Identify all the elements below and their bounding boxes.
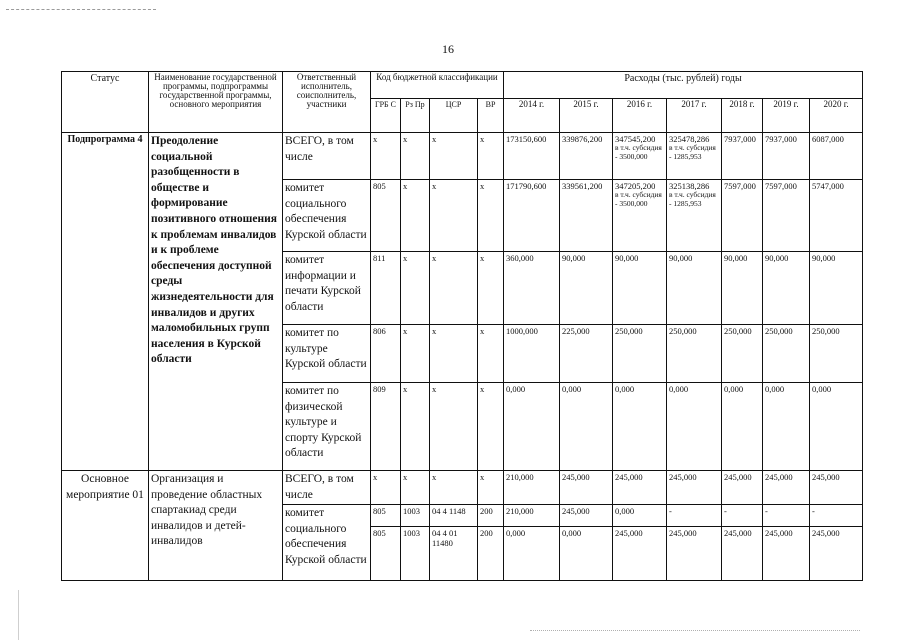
scan-artifact-bottom [530, 630, 860, 631]
grbs-cell: 806 [371, 325, 401, 383]
value-cell [722, 383, 763, 471]
value-main: 0,000 [506, 528, 526, 539]
vr-cell: х [478, 325, 504, 383]
value-cell [722, 471, 763, 505]
value-cell [504, 133, 560, 180]
value-main: - [724, 506, 727, 517]
value-main: 173150,600 [506, 134, 547, 144]
value-cell [667, 133, 722, 180]
value-main: 347205,200 [615, 181, 656, 191]
header-year-2014: 2014 г. [504, 99, 560, 133]
grbs-cell: х [371, 471, 401, 505]
value-cell [560, 471, 613, 505]
value-cell [667, 252, 722, 325]
value-cell [560, 527, 613, 581]
value-main: 0,000 [615, 506, 635, 517]
csr-cell: 04 4 01 11480 [430, 527, 478, 581]
rzpr-cell: 1003 [401, 505, 430, 527]
value-main: 245,000 [669, 528, 697, 539]
header-responsible: Ответственный исполнитель, соисполнитель, участники [283, 72, 371, 133]
rzpr-cell: х [401, 471, 430, 505]
value-cell [763, 527, 810, 581]
value-cell [613, 252, 667, 325]
value-main: 90,000 [724, 253, 748, 263]
responsible-cell: комитет социального обеспечения Курской области [283, 180, 371, 252]
value-cell [667, 505, 722, 527]
value-main: 325138,286 [669, 181, 710, 191]
budget-table [61, 71, 863, 581]
csr-cell: х [430, 383, 478, 471]
value-cell [810, 471, 863, 505]
value-cell [613, 471, 667, 505]
value-main: 6087,000 [812, 134, 844, 144]
value-main: 90,000 [615, 253, 639, 263]
responsible-cell: ВСЕГО, в том числе [283, 133, 371, 180]
vr-cell: х [478, 133, 504, 180]
value-main: 250,000 [615, 326, 643, 336]
value-main: 0,000 [562, 384, 582, 394]
value-main: 210,000 [506, 472, 534, 482]
value-cell [763, 383, 810, 471]
value-main: 245,000 [562, 506, 590, 517]
csr-cell: х [430, 133, 478, 180]
header-year-2015: 2015 г. [560, 99, 613, 133]
value-cell [810, 505, 863, 527]
csr-cell: х [430, 252, 478, 325]
table-row [62, 133, 863, 180]
value-main: 250,000 [669, 326, 697, 336]
header-status: Статус [62, 72, 149, 133]
value-cell [763, 325, 810, 383]
table-row [62, 471, 863, 505]
value-main: 250,000 [812, 326, 840, 336]
vr-cell: х [478, 383, 504, 471]
value-subsidy-note: в т.ч. субсидия - 3500,000 [615, 190, 662, 208]
header-year-2020: 2020 г. [810, 99, 863, 133]
value-main: - [765, 506, 768, 517]
value-cell [667, 325, 722, 383]
value-main: 0,000 [765, 384, 785, 394]
grbs-cell: 805 [371, 505, 401, 527]
csr-cell: х [430, 471, 478, 505]
csr-cell: х [430, 180, 478, 252]
value-cell [763, 180, 810, 252]
value-cell [763, 252, 810, 325]
value-main: 245,000 [615, 528, 643, 539]
responsible-cell: комитет социального обеспечения Курской области [283, 505, 371, 581]
value-cell [560, 252, 613, 325]
header-year-2017: 2017 г. [667, 99, 722, 133]
value-main: 7937,000 [765, 134, 797, 144]
rzpr-cell: х [401, 252, 430, 325]
value-cell [722, 505, 763, 527]
status-cell: Основное мероприятие 01 [62, 471, 149, 581]
header-grbs: ГРБ С [371, 99, 401, 133]
page-number: 16 [442, 42, 454, 56]
value-cell [667, 471, 722, 505]
vr-cell: 200 [478, 505, 504, 527]
value-cell [722, 325, 763, 383]
value-main: 339876,200 [562, 134, 603, 144]
header-name: Наименование государственной программы, подпрограммы государственной программы, основного мероприятия [149, 72, 283, 133]
value-main: 250,000 [724, 326, 752, 336]
rzpr-cell: 1003 [401, 527, 430, 581]
value-main: 339561,200 [562, 181, 603, 191]
value-cell [722, 252, 763, 325]
value-main: 0,000 [506, 384, 526, 394]
grbs-cell: 805 [371, 527, 401, 581]
value-main: 245,000 [669, 472, 697, 482]
value-cell [810, 180, 863, 252]
value-cell [613, 133, 667, 180]
value-main: 7597,000 [765, 181, 797, 191]
value-main: 90,000 [765, 253, 789, 263]
value-cell [613, 505, 667, 527]
header-vr: ВР [478, 99, 504, 133]
responsible-cell: комитет информации и печати Курской области [283, 252, 371, 325]
responsible-cell: комитет по физической культуре и спорту Курской области [283, 383, 371, 471]
name-cell: Организация и проведение областных спартакиад среди инвалидов и детей-инвалидов [149, 471, 283, 581]
value-main: 245,000 [724, 528, 752, 539]
value-main: 1000,000 [506, 326, 538, 336]
value-main: 90,000 [562, 253, 586, 263]
vr-cell: 200 [478, 527, 504, 581]
value-cell [810, 325, 863, 383]
csr-cell: х [430, 325, 478, 383]
value-cell [763, 505, 810, 527]
value-main: 5747,000 [812, 181, 844, 191]
rzpr-cell: х [401, 133, 430, 180]
value-main: 245,000 [812, 528, 840, 539]
value-cell [560, 383, 613, 471]
value-cell [504, 383, 560, 471]
name-cell: Преодоление социальной разобщенности в обществе и формирование позитивного отношения к проблемам инвалидов и к проблеме обеспечения доступной среды жизнедеятельности для инвалидов и других маломобильных групп населения в Курской области [149, 133, 283, 471]
value-cell [613, 325, 667, 383]
value-subsidy-note: в т.ч. субсидия - 1285,953 [669, 143, 716, 161]
value-main: 0,000 [669, 384, 689, 394]
grbs-cell: 811 [371, 252, 401, 325]
vr-cell: х [478, 252, 504, 325]
value-main: 7937,000 [724, 134, 756, 144]
value-cell [560, 325, 613, 383]
value-main: 7597,000 [724, 181, 756, 191]
header-expenses: Расходы (тыс. рублей) годы [504, 72, 863, 99]
value-main: 245,000 [724, 472, 752, 482]
value-cell [763, 133, 810, 180]
header-year-2019: 2019 г. [763, 99, 810, 133]
responsible-cell: ВСЕГО, в том числе [283, 471, 371, 505]
vr-cell: х [478, 471, 504, 505]
responsible-cell: комитет по культуре Курской области [283, 325, 371, 383]
value-cell [667, 527, 722, 581]
value-main: 210,000 [506, 506, 534, 517]
header-year-2018: 2018 г. [722, 99, 763, 133]
value-cell [810, 133, 863, 180]
value-cell [613, 383, 667, 471]
value-cell [810, 383, 863, 471]
value-main: 250,000 [765, 326, 793, 336]
table-header [62, 72, 863, 133]
value-cell [722, 527, 763, 581]
scan-artifact-left [18, 590, 19, 640]
csr-cell: 04 4 1148 [430, 505, 478, 527]
value-cell [504, 471, 560, 505]
value-cell [667, 180, 722, 252]
value-cell [810, 527, 863, 581]
value-main: 245,000 [765, 528, 793, 539]
value-main: 245,000 [562, 472, 590, 482]
value-cell [810, 252, 863, 325]
value-cell [722, 180, 763, 252]
value-cell [613, 527, 667, 581]
grbs-cell: 809 [371, 383, 401, 471]
value-main: - [812, 506, 815, 517]
value-main: 0,000 [615, 384, 635, 394]
value-cell [763, 471, 810, 505]
scan-artifact-top [6, 9, 156, 10]
rzpr-cell: х [401, 180, 430, 252]
value-main: 0,000 [562, 528, 582, 539]
value-cell [504, 180, 560, 252]
value-main: 347545,200 [615, 134, 656, 144]
value-main: 360,000 [506, 253, 534, 263]
value-cell [504, 325, 560, 383]
rzpr-cell: х [401, 325, 430, 383]
value-subsidy-note: в т.ч. субсидия - 3500,000 [615, 143, 662, 161]
value-main: 245,000 [765, 472, 793, 482]
value-main: 90,000 [669, 253, 693, 263]
value-cell [560, 133, 613, 180]
value-cell [504, 252, 560, 325]
vr-cell: х [478, 180, 504, 252]
value-main: 245,000 [812, 472, 840, 482]
value-cell [613, 180, 667, 252]
grbs-cell: 805 [371, 180, 401, 252]
header-year-2016: 2016 г. [613, 99, 667, 133]
value-main: 90,000 [812, 253, 836, 263]
value-cell [560, 505, 613, 527]
value-cell [560, 180, 613, 252]
value-main: - [669, 506, 672, 517]
value-cell [722, 133, 763, 180]
status-cell: Подпрограмма 4 [62, 133, 149, 471]
value-main: 245,000 [615, 472, 643, 482]
value-cell [504, 505, 560, 527]
value-main: 0,000 [724, 384, 744, 394]
value-cell [504, 527, 560, 581]
rzpr-cell: х [401, 383, 430, 471]
header-budget-code: Код бюджетной классификации [371, 72, 504, 99]
grbs-cell: х [371, 133, 401, 180]
value-main: 0,000 [812, 384, 832, 394]
value-main: 325478,286 [669, 134, 710, 144]
header-csr: ЦСР [430, 99, 478, 133]
value-main: 225,000 [562, 326, 590, 336]
header-rzpr: Рз Пр [401, 99, 430, 133]
value-main: 171790,600 [506, 181, 547, 191]
value-cell [667, 383, 722, 471]
value-subsidy-note: в т.ч. субсидия - 1285,953 [669, 190, 716, 208]
